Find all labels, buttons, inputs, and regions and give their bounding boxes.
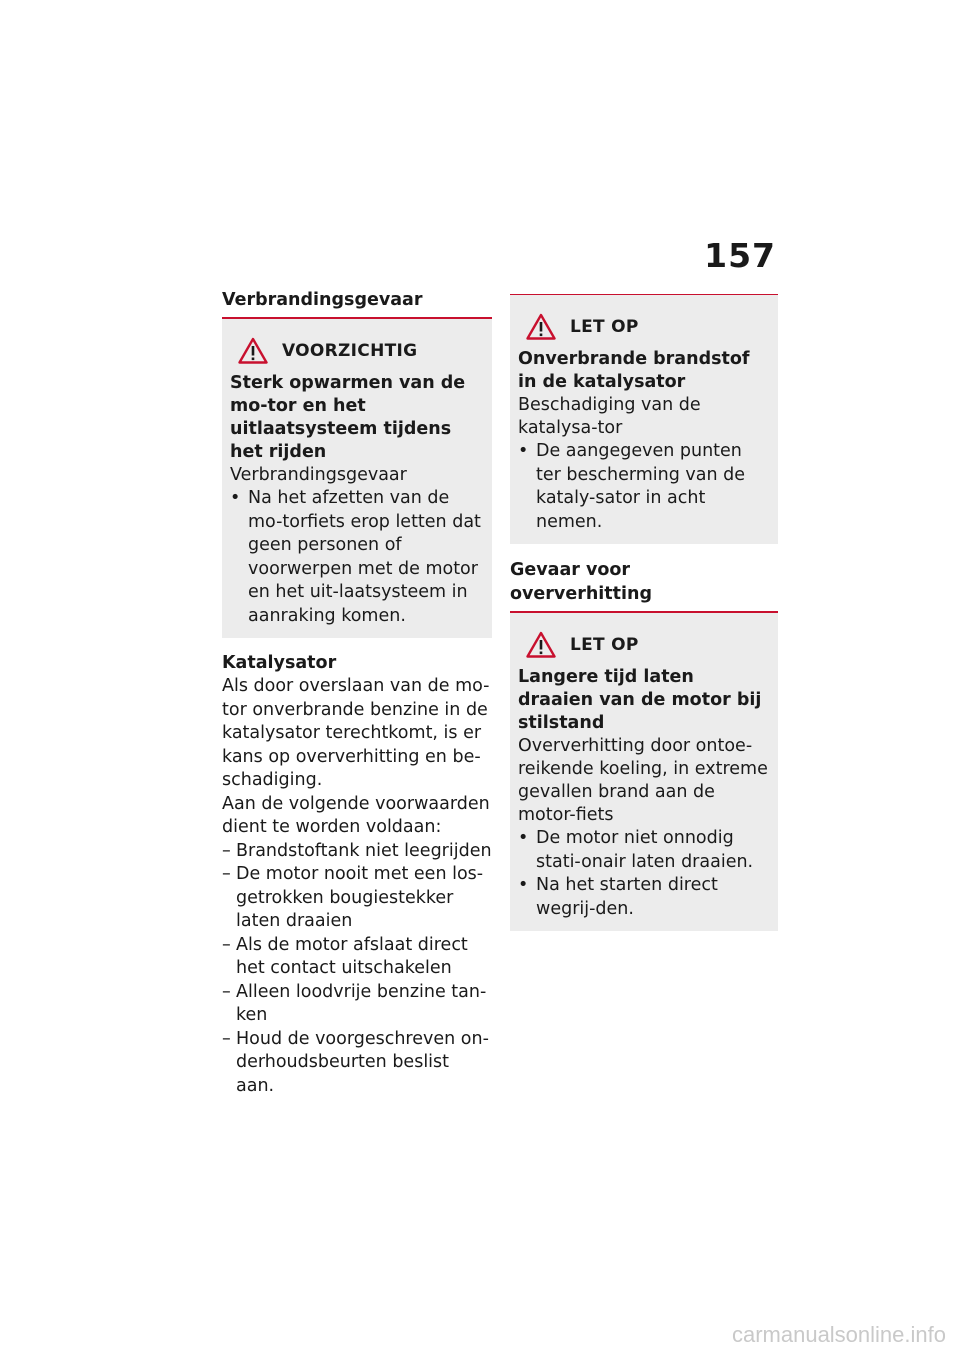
bullet-item: • De motor niet onnodig stati-onair laten draaien. — [518, 827, 770, 874]
notice-subject: Langere tijd laten draaien van de motor bij stilstand — [518, 667, 762, 733]
warning-triangle-icon — [526, 313, 556, 340]
notice-let-op-catalyst — [510, 294, 778, 544]
dash-list — [222, 840, 492, 1099]
notice-consequence: Oververhitting door ontoe-reikende koeling, in extreme gevallen brand aan de motor-fiets — [518, 736, 768, 825]
section-heading-verbrandingsgevaar: Verbrandingsgevaar — [222, 288, 492, 318]
notice-title: VOORZICHTIG — [282, 340, 418, 361]
dash-item: – Als de motor afslaat direct het contact uitschakelen — [222, 934, 492, 981]
warning-triangle-icon — [238, 337, 268, 364]
notice-bullets — [230, 487, 484, 628]
bullet-item: • Na het starten direct wegrij-den. — [518, 874, 770, 921]
notice-header — [518, 313, 770, 340]
dash-item: – Brandstoftank niet leegrijden — [222, 840, 492, 864]
paragraph: Aan de volgende voorwaarden dient te worden voldaan: — [222, 793, 490, 837]
notice-header — [518, 631, 770, 658]
sub-heading-katalysator: Katalysator — [222, 653, 337, 673]
notice-subject: Onverbrande brandstof in de katalysator — [518, 349, 750, 392]
page-number: 157 — [704, 236, 776, 275]
dash-item: – Houd de voorgeschreven on-derhoudsbeurten beslist aan. — [222, 1028, 492, 1099]
notice-consequence: Verbrandingsgevaar — [230, 465, 407, 485]
bullet-item: • De aangegeven punten ter bescherming van de kataly-sator in acht nemen. — [518, 440, 770, 534]
notice-title: LET OP — [570, 316, 639, 337]
notice-header — [230, 337, 484, 364]
section-heading-oververhitting: Gevaar voor oververhitting — [510, 558, 778, 612]
dash-item: – Alleen loodvrije benzine tan-ken — [222, 981, 492, 1028]
warning-triangle-icon — [526, 631, 556, 658]
notice-title: LET OP — [570, 634, 639, 655]
notice-bullets — [518, 440, 770, 534]
left-column — [222, 288, 492, 1098]
caution-notice — [222, 318, 492, 638]
paragraph: Als door overslaan van de mo-tor onverbrande benzine in de katalysator terechtkomt, is er kans op oververhitting en be-schadiging. — [222, 676, 490, 790]
notice-subject: Sterk opwarmen van de mo-tor en het uitlaatsysteem tijdens het rijden — [230, 373, 466, 462]
dash-item: – De motor nooit met een los-getrokken bougiestekker laten draaien — [222, 863, 492, 934]
notice-bullets — [518, 827, 770, 921]
watermark: carmanualsonline.info — [731, 1322, 946, 1347]
right-column — [510, 294, 778, 945]
notice-let-op-overheating — [510, 612, 778, 931]
notice-consequence: Beschadiging van de katalysa-tor — [518, 395, 701, 438]
bullet-item: • Na het afzetten van de mo-torfiets erop letten dat geen personen of voorwerpen met de motor en het uit-laatsysteem in aanraking komen. — [230, 487, 484, 628]
